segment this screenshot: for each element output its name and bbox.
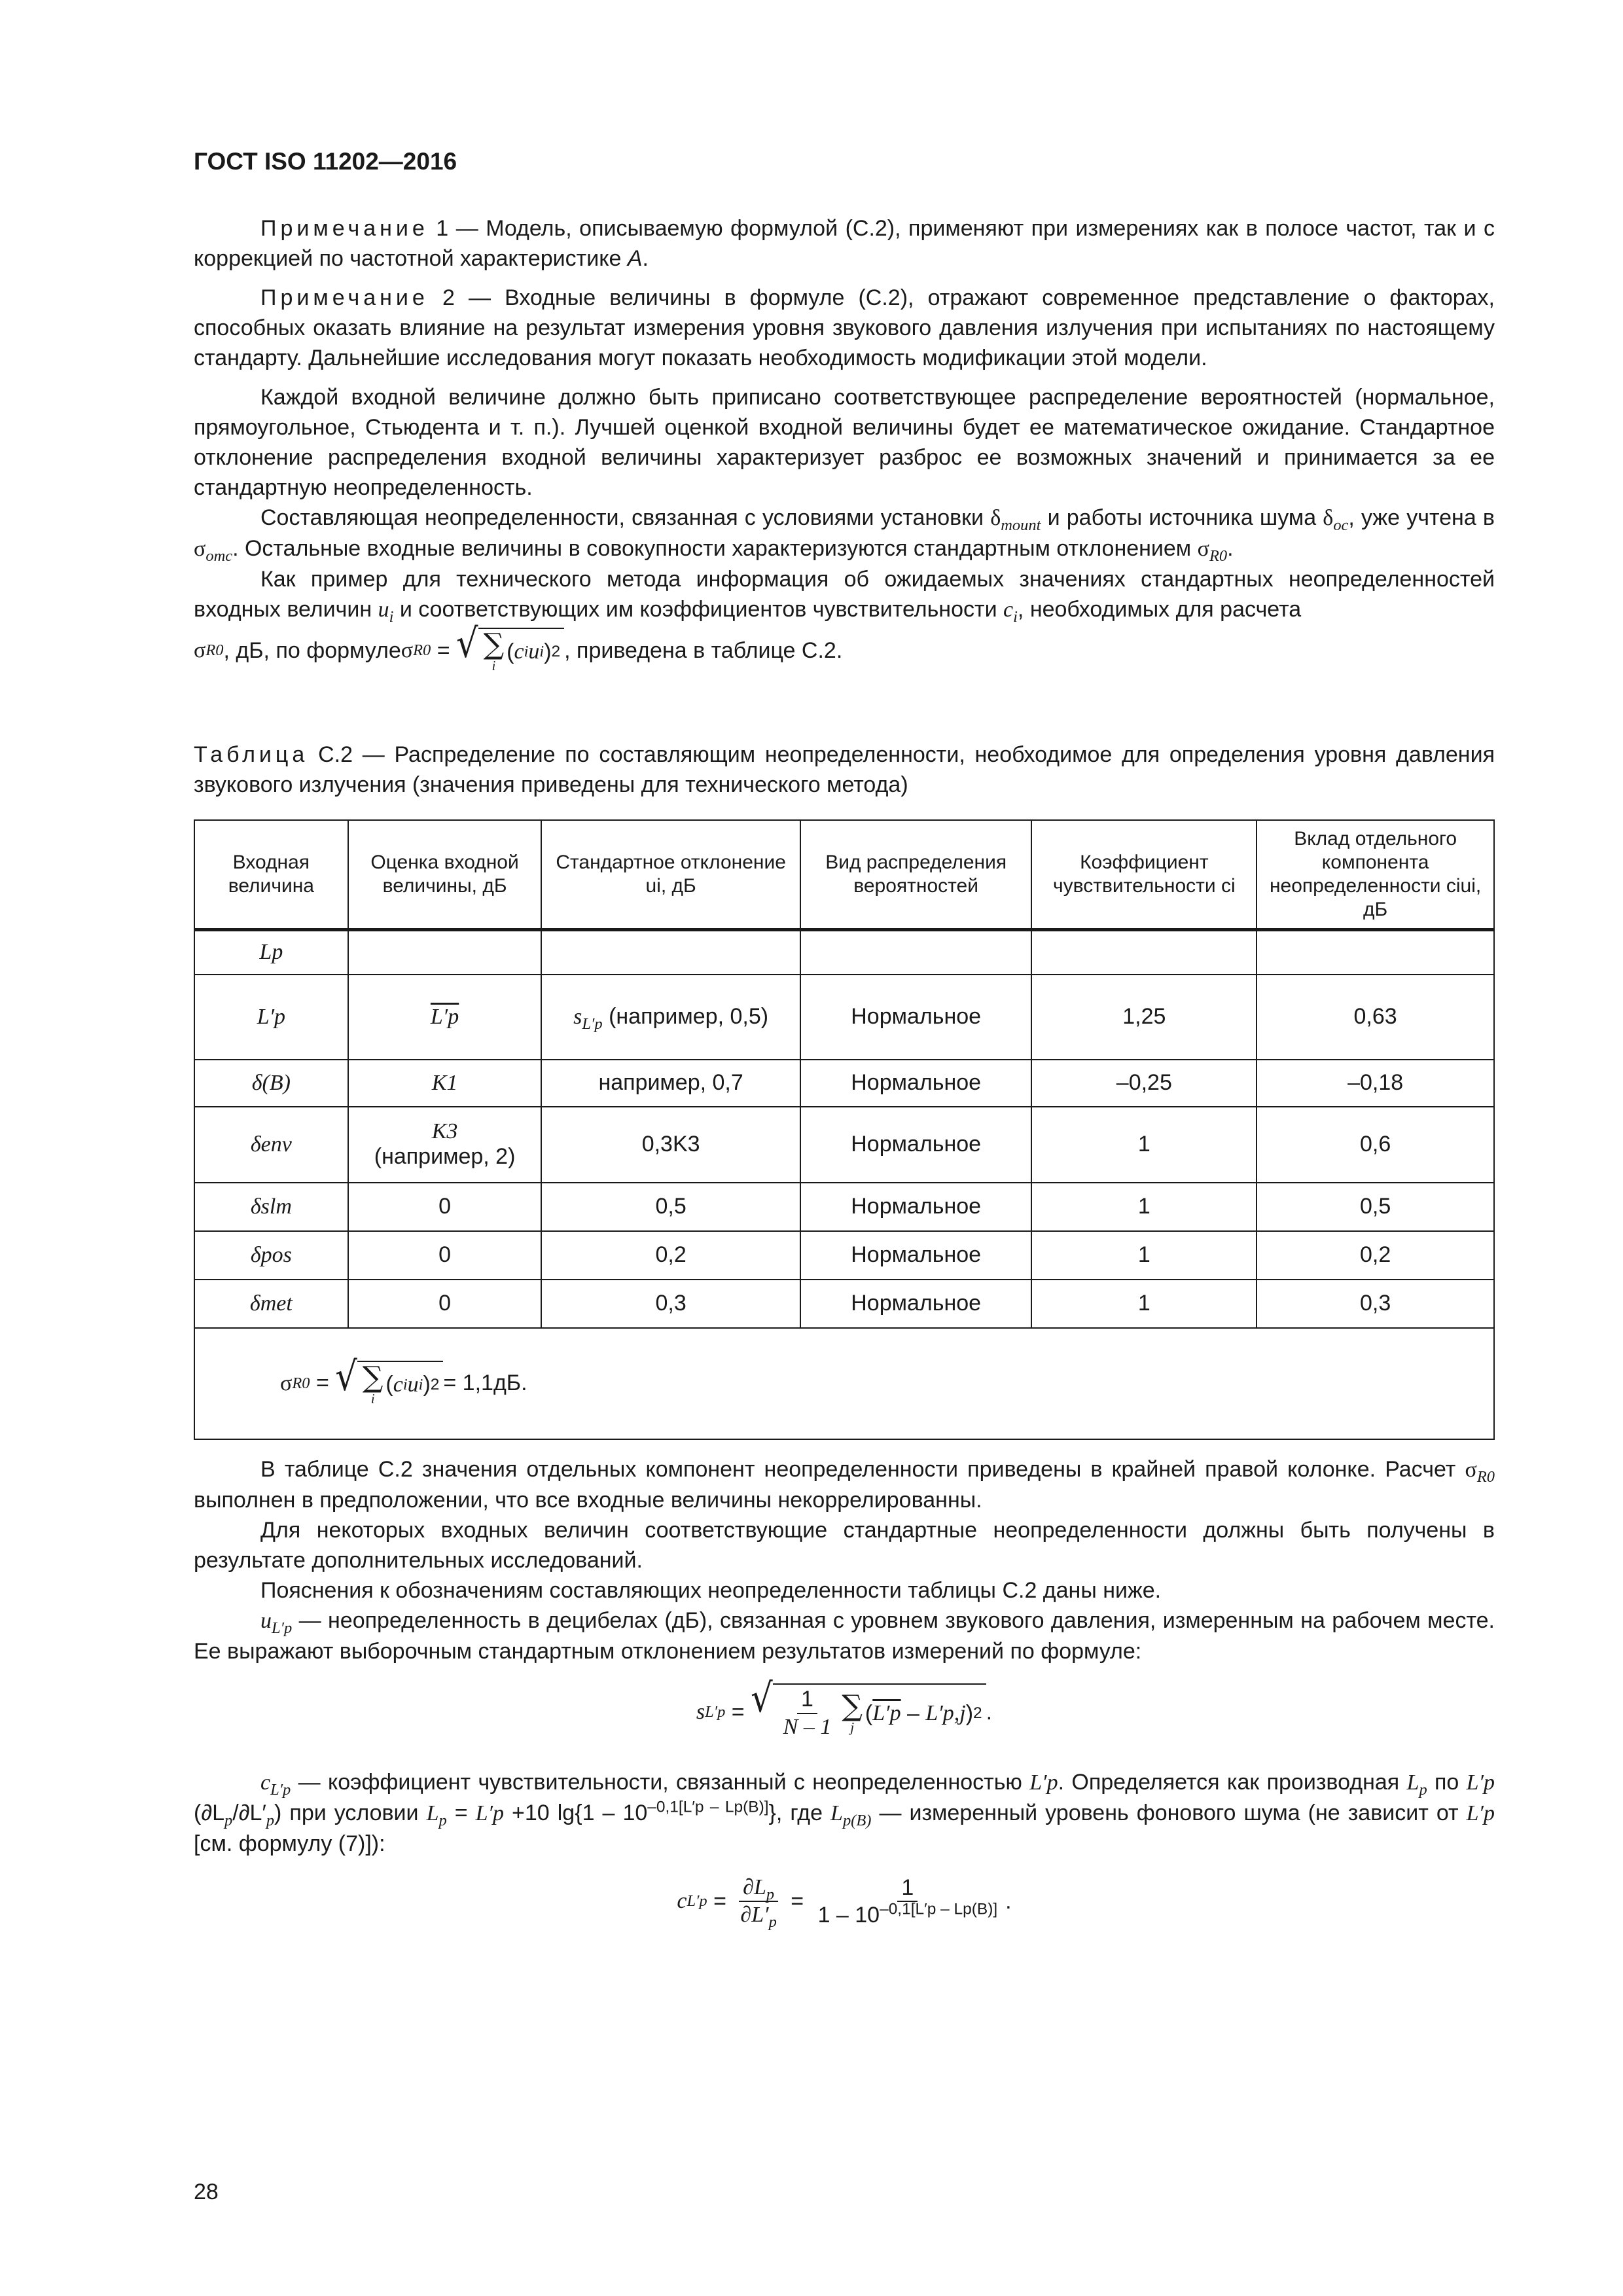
header-std-dev: Стандартное отклонение ui, дБ [541,820,800,930]
uncertainty-table [194,819,1495,1440]
paragraph-3: Как пример для технического метода информация об ожидаемых значениях стандартных неопределенностей входных величин $u_i$ и соответствующих им коэффициентов чувствительности $c_i$, необходимых для расчета [194,567,1495,626]
sqrt-formula: √ ∑ i ( c i u i ) 2 [456,628,564,673]
after-paragraph-5: $c_{L'p}$ — коэффициент чувствительности, связанный с неопределенностью L′p. Определяется как производная $L_p$ по L′p $(\partial L_p/\partial L'_p)$ при условии $L_p = L'p +10$ $\lg\{1 - 10^{-0,1[L'p - Lp(B)]}\}$, где $L_{p(B)}$ — измеренный уровень фонового шума (не зависит от L′p [см. формулу (7)]): [194,1769,1495,1856]
header-distribution: Вид распределения вероятностей [800,820,1032,930]
table-total-row: σ R0 = √ ∑ i ( c i u i ) 2 = 1,1дБ. [194,1328,1494,1439]
table-row: δenv K3 (например, 2) 0,3K3 Нормальное 1 0,6 [194,1107,1494,1183]
sigma-formula-line: σ R0 , дБ, по формуле σ R0 = √ ∑ i ( c i u i ) 2 , приведена в таблице С.2. [194,620,843,674]
after-paragraph-4: $u_{L'p}$ — неопределенность в децибелах (дБ), связанная с уровнем звукового давления, измеренным на рабочем месте. Ее выражают выборочным стандартным отклонением результатов измерений по формуле: [194,1608,1495,1664]
document-header: ГОСТ ISO 11202—2016 [194,148,457,175]
header-input-quantity: Входная величина [194,820,348,930]
header-contribution: Вклад отдельного компонента неопределенности ciui, дБ [1257,820,1494,930]
table-caption: Таблица С.2 — Распределение по составляющим неопределенности, необходимое для определения уровня давления звукового излучения (значения приведены для технического метода) [194,742,1495,797]
after-paragraph-2: Для некоторых входных величин соответствующие стандартные неопределенности должны быть получены в результате дополнительных исследований. [194,1518,1495,1573]
paragraph-2: Составляющая неопределенности, связанная с условиями установки $\delta_{mount}$ и работы источника шума $\delta_{oc}$, уже учтена в $\sigma_{omc}$. Остальные входные величины в совокупности характеризуются стандартным отклонением $\sigma_{R0}$. [194,505,1495,565]
note-1: Примечание 1 — Модель, описываемую формулой (С.2), применяют при измерениях как в полосе частот, так и с коррекцией по частотной характеристике A. [194,216,1495,271]
after-paragraph-1: В таблице С.2 значения отдельных компонент неопределенности приведены в крайней правой колонке. Расчет $\sigma_{R0}$ выполнен в предположении, что все входные величины некоррелированны. [194,1457,1495,1513]
paragraph-1: Каждой входной величине должно быть приписано соответствующее распределение вероятностей (нормальное, прямоугольное, Стьюдента и т. п.). Лучшей оценкой входной величины будет ее математическое ожидание. Стандартное отклонение распределения входной величины характеризует разброс ее возможных значений и принимается за ее стандартную неопределенность. [194,385,1495,500]
body-top [194,213,1495,673]
table-row: δpos 0 0,2 Нормальное 1 0,2 [194,1231,1494,1280]
table-row: Lp [194,930,1494,975]
table-row: L′p L′p $s_{L'p}$ (например, 0,5) Нормальное 1,25 0,63 [194,975,1494,1060]
table-row: δmet 0 0,3 Нормальное 1 0,3 [194,1280,1494,1328]
sample-std-formula: s L′p = √ $\frac{1}{N - 1}$ ∑ j ( L′p – L′p,j ) 2 . [194,1683,1495,1741]
body-bottom [194,1454,1495,1929]
page-number: 28 [194,2179,219,2204]
sensitivity-formula: c L′p = $\frac{\partial L_p}{\partial L'_p}$ = $\frac{1}{1 - 10^{-0,1[L'p - Lp(B)]}}$ . [677,1874,1012,1931]
table-row: δslm 0 0,5 Нормальное 1 0,5 [194,1183,1494,1231]
note-2: Примечание 2 — Входные величины в формуле (С.2), отражают современное представление о факторах, способных оказать влияние на результат измерения уровня звукового давления излучения при испытаниях по настоящему стандарту. Дальнейшие исследования могут показать необходимость модификации этой модели. [194,285,1495,370]
header-sensitivity: Коэффициент чувствительности ci [1031,820,1257,930]
header-estimate: Оценка входной величины, дБ [348,820,542,930]
after-paragraph-3: Пояснения к обозначениям составляющих неопределенности таблицы С.2 даны ниже. [260,1578,1162,1603]
table-row: δ(B) K1 например, 0,7 Нормальное –0,25 –0,18 [194,1060,1494,1107]
